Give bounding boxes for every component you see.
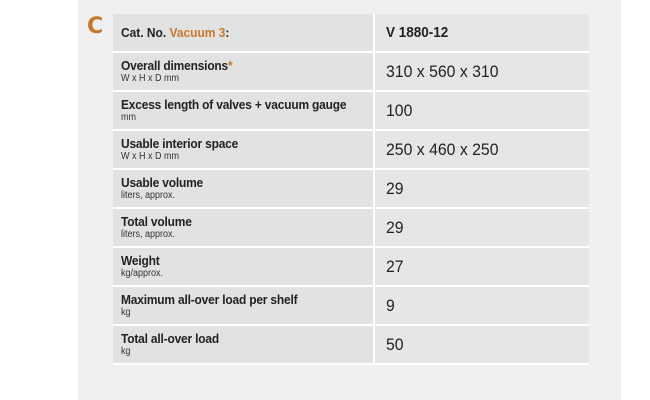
table-row [113,131,589,170]
spec-table [113,14,589,365]
table-row [113,53,589,92]
row-value: 100 [386,100,413,120]
row-label [121,58,353,73]
row-label-cell [113,92,375,131]
row-label-cell [113,326,375,365]
row-label-cell [113,248,375,287]
row-unit: mm [121,112,137,123]
row-label-cell [113,53,375,92]
row-label: Total volume [121,214,192,229]
footnote-asterisk: * [228,58,233,73]
header-value-cell [375,14,589,53]
row-label: Usable interior space [121,136,239,151]
row-unit: kg/approx. [121,268,164,279]
row-value: 50 [386,334,404,354]
cat-number: V 1880-12 [386,23,449,41]
row-value-cell [375,287,589,326]
row-unit: liters, approx. [121,190,176,201]
table-row [113,92,589,131]
row-value-cell [375,209,589,248]
row-label: Total all-over load [121,331,219,346]
section-letter: C [87,14,104,39]
table-row [113,248,589,287]
cat-no-text: Cat. No. [121,24,167,40]
row-label-cell [113,170,375,209]
row-value-cell [375,53,589,92]
row-label-cell [113,209,375,248]
row-unit: W x H x D mm [121,73,179,84]
row-value-cell [375,326,589,365]
row-label: Usable volume [121,175,204,190]
row-label: Maximum all-over load per shelf [121,292,298,307]
cat-no-label [121,25,229,40]
table-row [113,209,589,248]
table-row [113,287,589,326]
row-label-text: Overall dimensions [121,58,229,73]
row-value: 27 [386,256,404,276]
row-value-cell [375,248,589,287]
table-header-row [113,14,589,53]
row-unit: W x H x D mm [121,151,179,162]
row-value-cell [375,170,589,209]
row-value: 9 [386,295,395,315]
row-value-cell [375,131,589,170]
row-value: 250 x 460 x 250 [386,139,499,159]
row-label-cell [113,131,375,170]
table-row [113,170,589,209]
row-value: 29 [386,178,404,198]
row-unit: liters, approx. [121,229,176,240]
row-unit: kg [121,346,131,357]
row-value: 310 x 560 x 310 [386,61,499,81]
header-label-cell [113,14,375,53]
row-label: Weight [121,253,160,268]
row-label-cell [113,287,375,326]
row-label: Excess length of valves + vacuum gauge [121,97,347,112]
row-value: 29 [386,217,404,237]
product-name: Vacuum 3 [169,24,226,40]
row-unit: kg [121,307,131,318]
table-row [113,326,589,365]
header-colon: : [225,24,230,40]
row-value-cell [375,92,589,131]
